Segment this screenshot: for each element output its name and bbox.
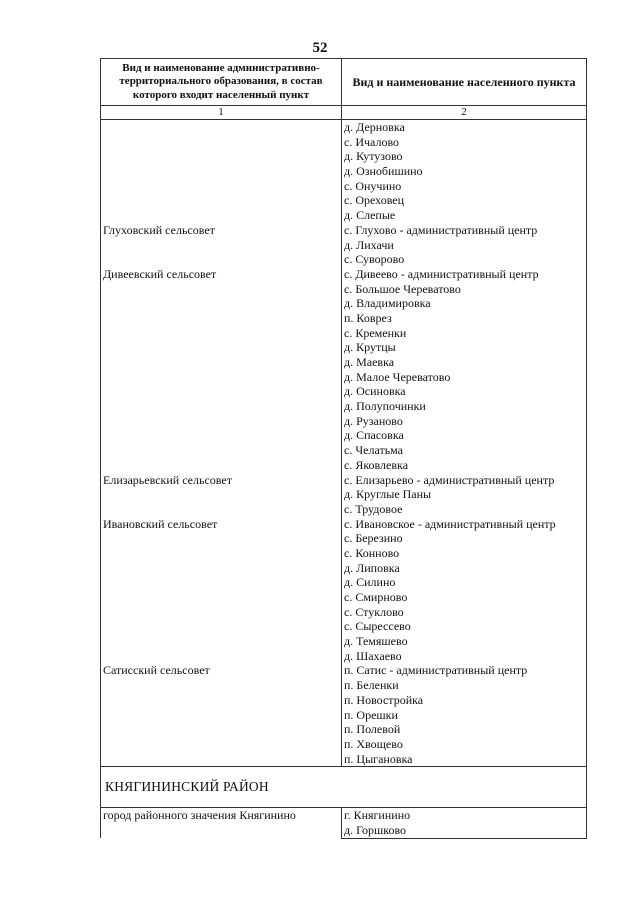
admin-unit-name — [101, 752, 341, 767]
settlement-name: с. Суворово — [344, 252, 405, 267]
settlement-name: д. Осиновка — [344, 384, 406, 399]
admin-unit-name: Дивеевский сельсовет — [103, 266, 217, 281]
header-col-1: Вид и наименование административно-территориального образования, в состав которого входит населенный пункт — [101, 59, 342, 106]
settlement-name: с. Трудовое — [344, 501, 403, 516]
settlement-name: п. Беленки — [344, 678, 399, 693]
admin-unit-name — [101, 531, 341, 546]
settlement-name: д. Полупочинки — [344, 399, 426, 414]
settlement-name: д. Спасовка — [344, 428, 404, 443]
admin-unit-name — [101, 722, 341, 737]
admin-unit-name — [101, 708, 341, 723]
admin-unit-name — [101, 414, 341, 429]
admin-unit-name — [101, 296, 341, 311]
settlement-name: д. Кутузово — [344, 149, 403, 164]
admin-unit-name — [101, 340, 341, 355]
admin-unit-name: город районного значения Княгинино — [103, 808, 296, 823]
settlement-name: с. Глухово - административный центр — [344, 222, 538, 237]
settlement-name: д. Ознобишино — [344, 164, 423, 179]
settlement-name: с. Челатьма — [344, 443, 404, 458]
admin-unit-name — [101, 737, 341, 752]
admin-unit-name — [101, 208, 341, 223]
settlement-name: с. Конново — [344, 545, 400, 560]
settlement-name: с. Кременки — [344, 325, 407, 340]
district-heading: КНЯГИНИНСКИЙ РАЙОН — [101, 767, 587, 808]
admin-unit-name — [101, 120, 341, 135]
settlement-name: д. Рузаново — [344, 413, 403, 428]
admin-unit-name — [101, 370, 341, 385]
table-header-row — [101, 59, 587, 106]
settlement-name: с. Яковлевка — [344, 457, 409, 472]
admin-unit-name — [101, 502, 341, 517]
admin-unit-name — [101, 428, 341, 443]
settlement-name: п. Новостройка — [344, 692, 424, 707]
admin-unit-name — [101, 384, 341, 399]
admin-unit-name: Глуховский сельсовет — [103, 222, 215, 237]
settlement-name: п. Коврез — [344, 310, 392, 325]
admin-unit-name — [101, 282, 341, 297]
admin-unit-name — [101, 575, 341, 590]
admin-unit-name — [101, 252, 341, 267]
settlement-name: с. Ивановское - административный центр — [344, 516, 556, 531]
district-row — [101, 767, 587, 808]
table-body-row — [101, 120, 587, 767]
settlement-name: г. Княгинино — [344, 808, 411, 823]
admin-unit-name — [101, 399, 341, 414]
settlement-name: с. Большое Череватово — [344, 281, 461, 296]
settlement-name: д. Дерновка — [344, 120, 405, 134]
admin-unit-name — [101, 164, 341, 179]
admin-unit-name: Ивановский сельсовет — [103, 516, 218, 531]
settlement-column-after — [342, 808, 587, 838]
admin-unit-name — [101, 619, 341, 634]
admin-unit-name — [101, 561, 341, 576]
settlement-name: д. Круглые Паны — [344, 487, 432, 502]
settlement-name: д. Темяшево — [344, 634, 408, 649]
settlement-name: с. Сырессево — [344, 619, 411, 634]
settlement-name: с. Дивеево - административный центр — [344, 266, 539, 281]
settlement-name: с. Стуклово — [344, 604, 404, 619]
header-col-2: Вид и наименование населенного пункта — [342, 59, 587, 106]
settlement-name: п. Орешки — [344, 707, 398, 722]
admin-unit-name — [101, 179, 341, 194]
column-number-1: 1 — [101, 106, 342, 120]
admin-unit-name — [101, 649, 341, 664]
settlement-name: д. Горшково — [344, 822, 407, 837]
settlement-name: п. Хвощево — [344, 736, 403, 751]
settlement-column — [342, 120, 587, 767]
settlement-name: с. Ореховец — [344, 193, 405, 208]
admin-unit-name — [101, 443, 341, 458]
admin-unit-name — [101, 149, 341, 164]
settlement-name: д. Малое Череватово — [344, 369, 451, 384]
settlement-name: п. Цыгановка — [344, 751, 413, 766]
settlement-name: д. Шахаево — [344, 648, 402, 663]
admin-unit-name: Елизарьевский сельсовет — [103, 472, 232, 487]
settlements-table — [100, 58, 587, 839]
admin-unit-name — [101, 546, 341, 561]
settlement-name: д. Слепые — [344, 208, 396, 223]
admin-unit-name — [101, 693, 341, 708]
settlement-name: с. Смирново — [344, 590, 408, 604]
admin-unit-name: Сатисский сельсовет — [103, 663, 210, 678]
admin-unit-name — [101, 605, 341, 620]
admin-unit-column — [101, 120, 342, 767]
admin-unit-name — [101, 823, 341, 838]
settlement-name: д. Крутцы — [344, 340, 396, 355]
page-number: 52 — [312, 40, 328, 56]
admin-unit-column-after — [101, 808, 342, 838]
settlement-name: д. Лихачи — [344, 237, 394, 252]
admin-unit-name — [101, 311, 341, 326]
admin-unit-name — [101, 678, 341, 693]
settlement-name: п. Полевой — [344, 722, 401, 737]
admin-unit-name — [101, 487, 341, 502]
settlement-name: с. Ичалово — [344, 134, 400, 149]
column-number-row — [101, 106, 587, 120]
settlement-name: д. Липовка — [344, 560, 400, 575]
settlement-name: д. Силино — [344, 575, 396, 590]
table-body-row-after — [101, 808, 587, 838]
settlement-name: п. Сатис - административный центр — [344, 663, 528, 678]
admin-unit-name — [101, 458, 341, 473]
settlement-name: с. Елизарьево - административный центр — [344, 472, 555, 487]
settlement-name: д. Владимировка — [344, 296, 431, 311]
admin-unit-name — [101, 238, 341, 253]
column-number-2: 2 — [342, 106, 587, 120]
settlement-name: д. Маевка — [344, 355, 395, 369]
admin-unit-name — [101, 590, 341, 605]
settlement-name: с. Онучино — [344, 178, 402, 193]
admin-unit-name — [101, 135, 341, 150]
admin-unit-name — [101, 193, 341, 208]
settlement-name: с. Березино — [344, 531, 403, 546]
admin-unit-name — [101, 326, 341, 341]
admin-unit-name — [101, 634, 341, 649]
admin-unit-name — [101, 355, 341, 370]
